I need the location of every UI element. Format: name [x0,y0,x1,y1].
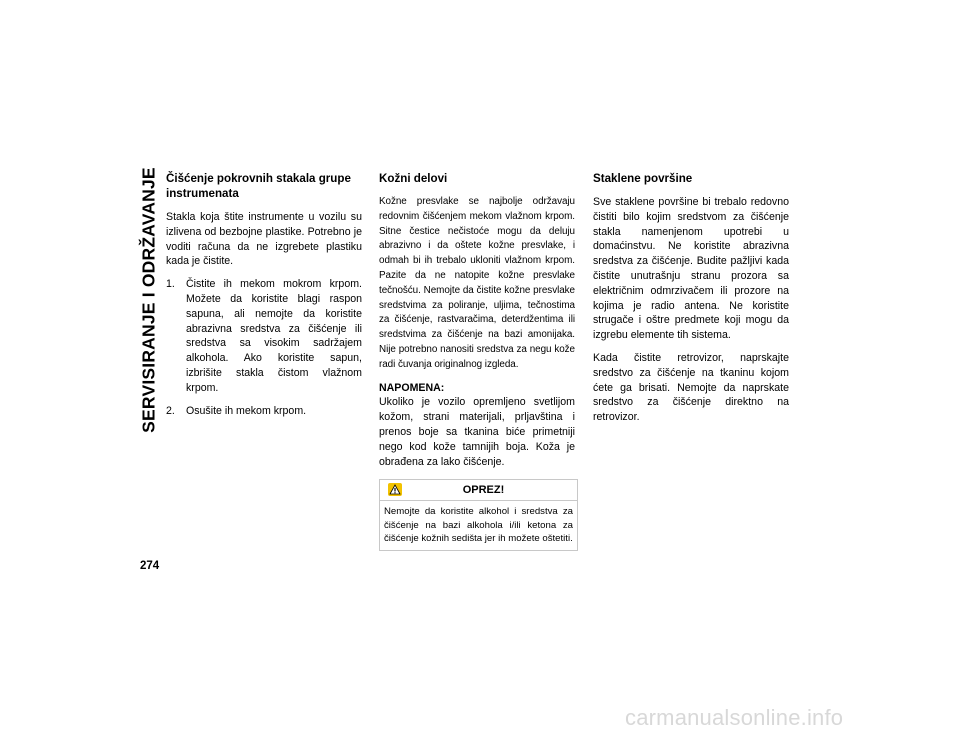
step-number: 2. [166,404,175,417]
list-item [166,404,362,419]
step-number: 1. [166,278,175,291]
column-leather [379,171,575,551]
note-title: NAPOMENA: [379,381,445,394]
section-title-text: SERVISIRANJE I ODRŽAVANJE [138,167,159,433]
note-body: Ukoliko je vozilo opremljeno svetlijom kožom, strani materijali, prljavština i prenos boje sa tkanina biće primetniji nego kod kože tamnijih boja. Koža je obrađena za lako čišćenje. [379,396,575,468]
paragraph-leather: Kožne presvlake se najbolje održavaju redovnim čišćenjem mekom vlažnom krpom. Sitne čestice nečistoće mogu da deluju abrazivno i da oštete kožne presvlake, i odmah bi ih trebalo ukloniti vlažnom krpom. Pazite da ne natopite kožne presvlake tečnošću. Nemojte da čistite kožne presvlake sredstvima za poliranje, uljima, tečnostima za čišćenje, rastvaračima, deterdžentima ili sredstvima za čišćenje na bazi amonijaka. Nije potrebno nanositi sredstva za negu kože radi čuvanja originalnog izgleda. [379,196,575,370]
caution-header [380,480,577,501]
watermark: carmanualsonline.info [625,705,844,730]
section-title-vertical [136,167,162,433]
steps-list [166,277,362,418]
caution-title: OPREZ! [462,484,505,497]
heading-instrument-cleaning: Čišćenje pokrovnih stakala grupe instrumenata [166,172,351,200]
column-instrument-cleaning [166,171,362,426]
caution-box [379,479,578,550]
column-glass [593,171,789,433]
heading-glass: Staklene površine [593,172,693,185]
caution-body: Nemojte da koristite alkohol i sredstva za čišćenje na bazi alkohola i/ili ketona za čišćenje kožnih sedišta jer ih možete oštetiti. [384,506,573,545]
page-number: 274 [140,560,160,572]
heading-leather: Kožni delovi [379,172,448,185]
step-text: Osušite ih mekom krpom. [186,404,307,417]
paragraph-intro: Stakla koja štite instrumente u vozilu su izlivena od bezbojne plastike. Potrebno je voditi računa da ne izgrebete plastiku kada je čistite. [166,211,362,268]
list-item [166,277,362,395]
step-text: Čistite ih mekom mokrom krpom. Možete da koristite blagi raspon sapuna, ali nemojte da koristite abrazivna sredstva za čišćenje ili sredstva sa visokim sadržajem alkohola. Ako koristite sapun, izbrišite stakla čistom vlažnom krpom. [186,278,362,394]
paragraph-glass-1: Sve staklene površine bi trebalo redovno čistiti bilo kojim sredstvom za čišćenje stakla namenjenom upotrebi u domaćinstvu. Ne koristite abrazivna sredstva za čišćenje. Budite pažljivi kada čistite unutrašnju stranu prozora sa električnim odmrzivačem ili prozore na kojima je radio antena. Ne koristite strugače i oštre predmete koji mogu da izgrebu elemente tih sistema. [593,196,789,342]
paragraph-glass-2: Kada čistite retrovizor, naprskajte sredstvo za čišćenje na tkaninu kojom ćete ga brisati. Nemojte da naprskate sredstvo za čišćenje direktno na retrovizor. [593,351,789,424]
